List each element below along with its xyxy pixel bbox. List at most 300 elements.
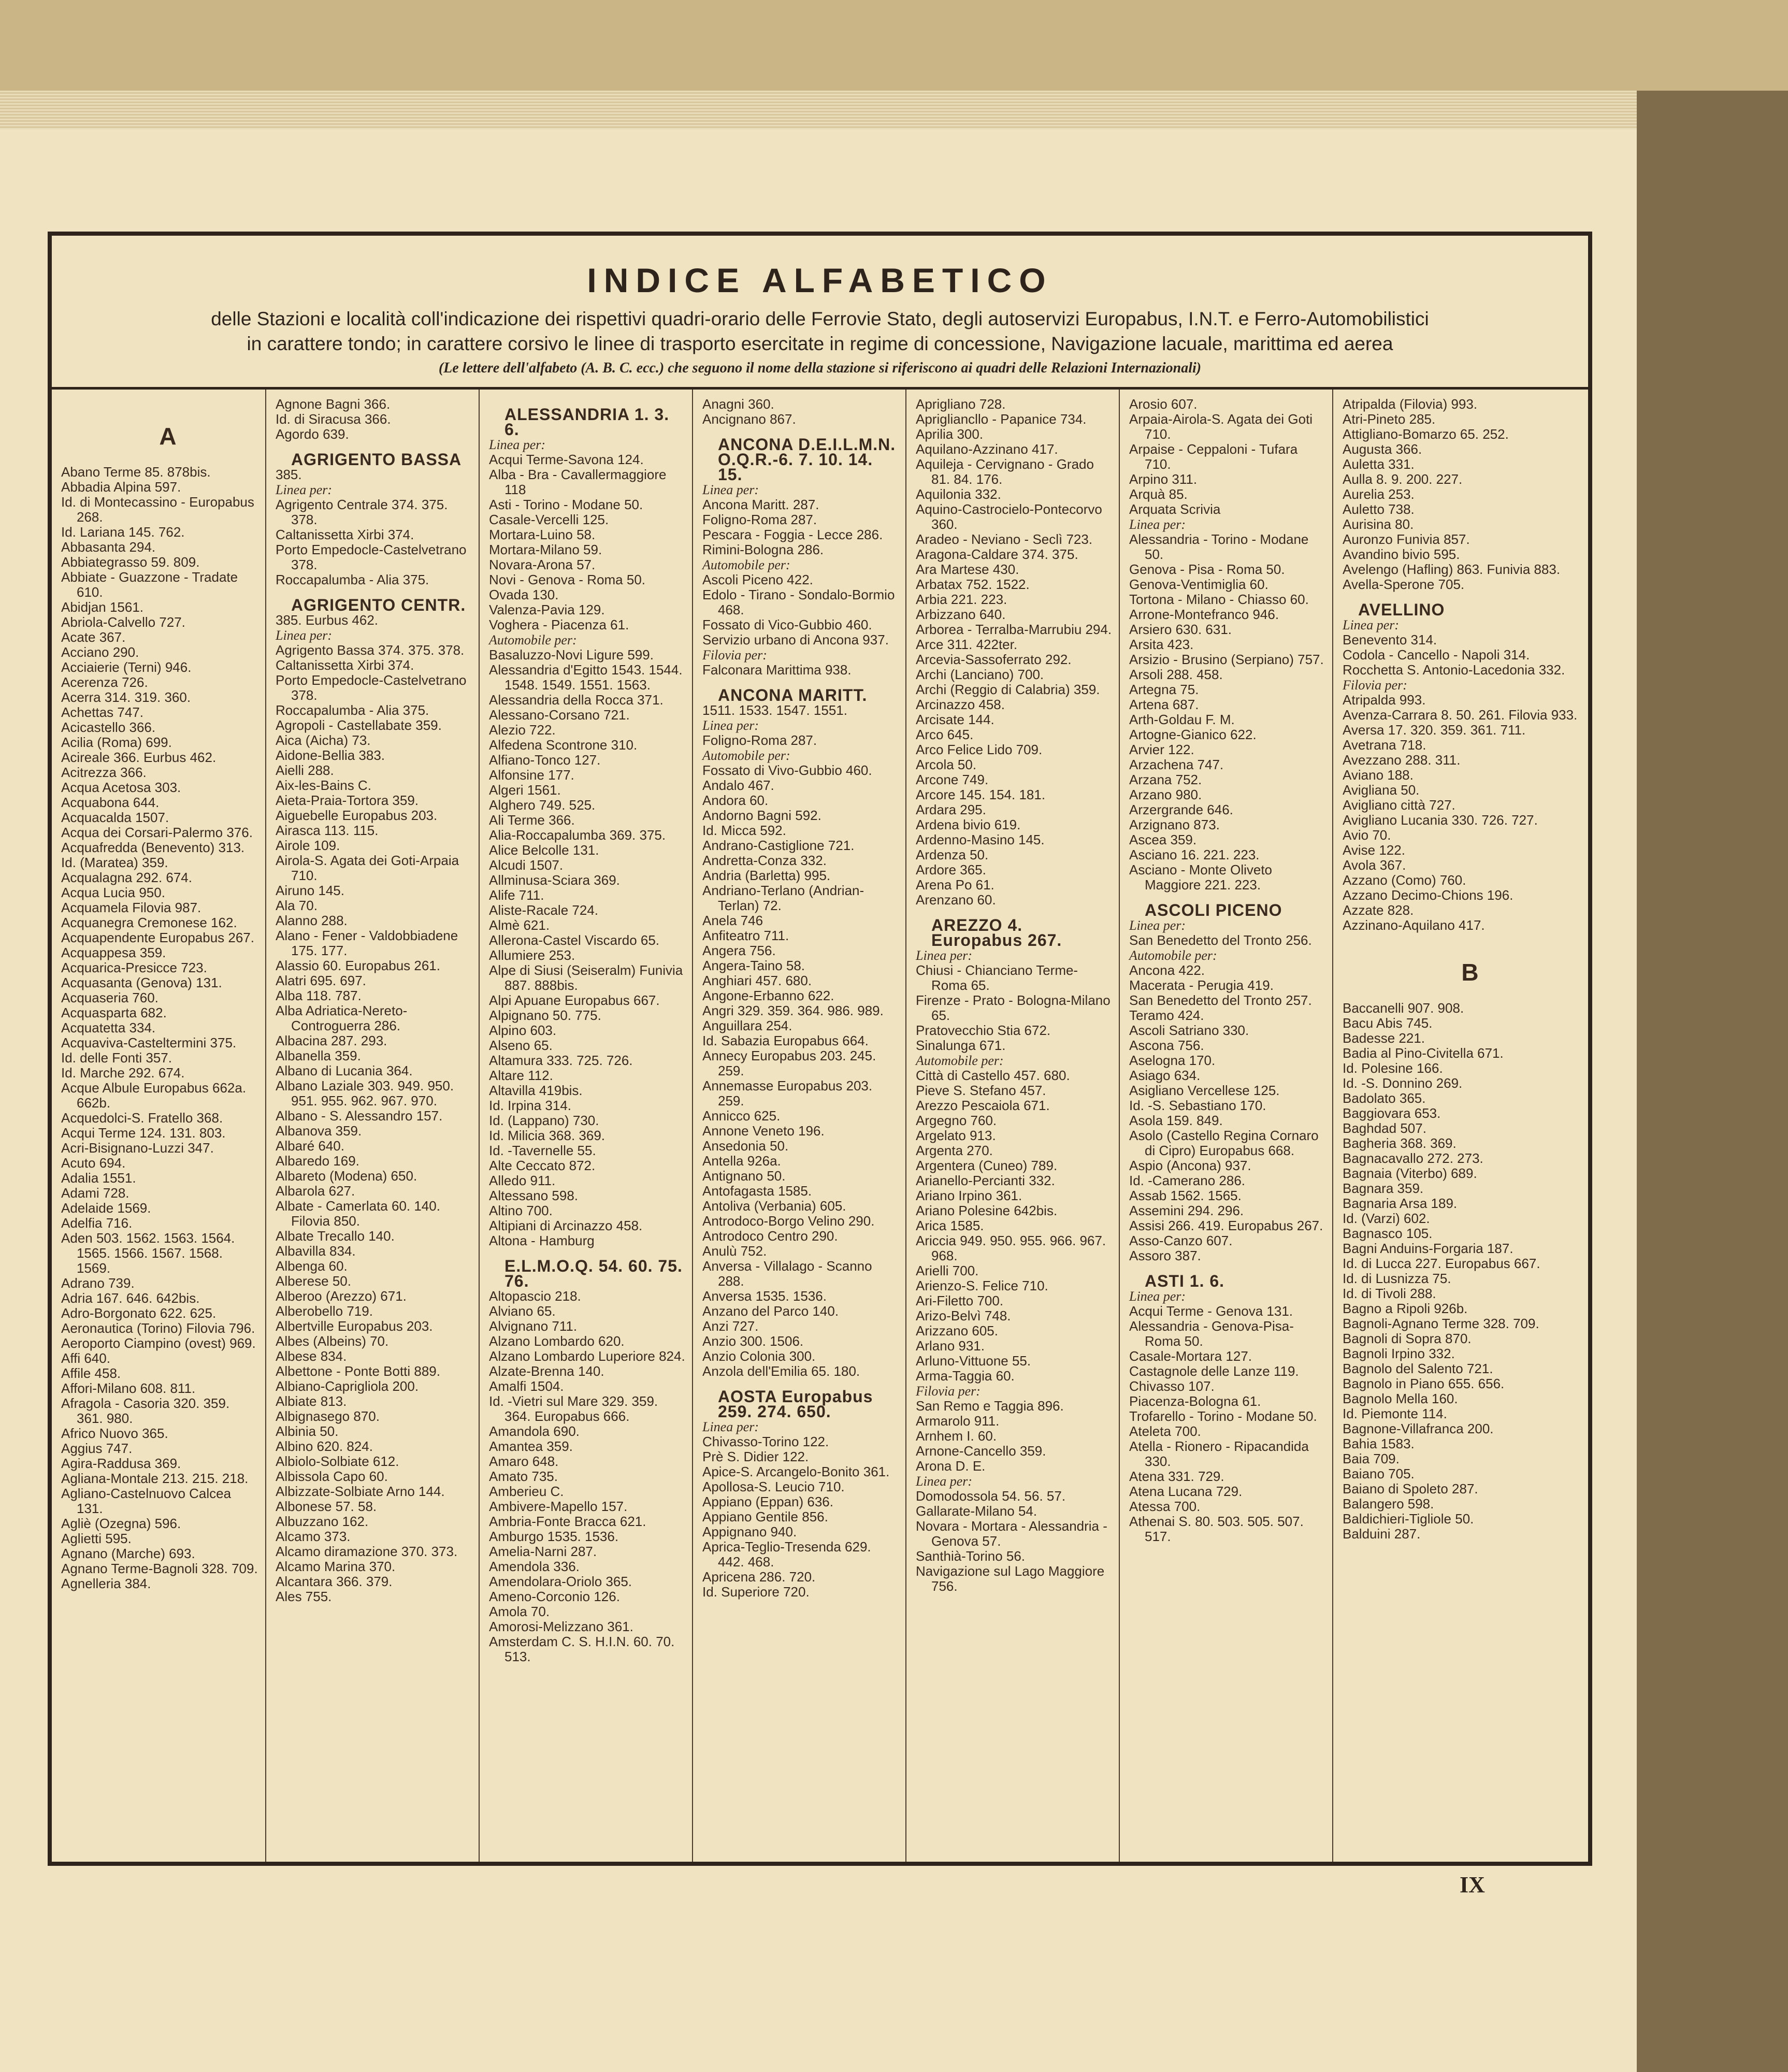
- index-entry: Aggius 747.: [61, 1441, 133, 1456]
- index-entry: Avigliano città 727.: [1343, 797, 1455, 813]
- index-entry: Ovada 130.: [489, 587, 559, 602]
- station-heading: AGRIGENTO CENTR.: [291, 596, 466, 614]
- index-entry: Acquarica-Presicce 723.: [61, 960, 207, 975]
- index-subheading: Linea per:: [1129, 517, 1186, 532]
- index-entry: Alzano Lombardo Luperiore 824.: [489, 1348, 685, 1364]
- index-entry: Angera-Taino 58.: [702, 958, 805, 973]
- index-entry: Annicco 625.: [702, 1108, 781, 1124]
- index-entry: Acquedolci-S. Fratello 368.: [61, 1110, 223, 1126]
- index-entry: Chivasso 107.: [1129, 1378, 1215, 1394]
- index-entry: Piacenza-Bologna 61.: [1129, 1393, 1261, 1409]
- index-entry: Bagheria 368. 369.: [1343, 1135, 1457, 1151]
- index-entry: Airuno 145.: [276, 883, 344, 898]
- index-entry: Bagnaia (Viterbo) 689.: [1343, 1166, 1477, 1181]
- index-entry: Codola - Cancello - Napoli 314.: [1343, 647, 1530, 663]
- index-entry: Avenza-Carrara 8. 50. 261. Filovia 933.: [1343, 707, 1578, 723]
- index-entry: Bagnolo del Salento 721.: [1343, 1361, 1493, 1376]
- index-entry: Albiate 813.: [276, 1393, 347, 1409]
- index-entry: Arezzo Pescaiola 671.: [916, 1098, 1050, 1113]
- index-entry: Arvier 122.: [1129, 742, 1194, 757]
- index-entry: Bagni Anduins-Forgaria 187.: [1343, 1241, 1513, 1256]
- index-entry: Arsiero 630. 631.: [1129, 622, 1232, 637]
- index-entry: Amelia-Narni 287.: [489, 1544, 597, 1559]
- index-entry: Arbizzano 640.: [916, 607, 1006, 622]
- index-entry: Rimini-Bologna 286.: [702, 542, 824, 557]
- index-entry: Alghero 749. 525.: [489, 797, 596, 813]
- index-entry: San Remo e Taggia 896.: [916, 1398, 1064, 1414]
- index-entry: Andretta-Conza 332.: [702, 853, 827, 868]
- index-entry: Badesse 221.: [1343, 1030, 1425, 1046]
- index-entry: Asigliano Vercellese 125.: [1129, 1083, 1280, 1098]
- index-entry: Bacu Abis 745.: [1343, 1015, 1433, 1031]
- index-entry: Ara Martese 430.: [916, 562, 1019, 577]
- index-entry: Bagnacavallo 272. 273.: [1343, 1150, 1483, 1166]
- index-entry: Arbia 221. 223.: [916, 592, 1007, 607]
- index-entry: Acquatetta 334.: [61, 1020, 156, 1035]
- index-entry: Avandino bivio 595.: [1343, 546, 1460, 562]
- index-entry: Id. Marche 292. 674.: [61, 1065, 185, 1081]
- index-entry: Alte Ceccato 872.: [489, 1158, 596, 1173]
- index-entry: Aprigliano 728.: [916, 396, 1006, 412]
- index-entry: Albanova 359.: [276, 1123, 362, 1139]
- index-entry: Id. (Varzi) 602.: [1343, 1211, 1430, 1226]
- index-entry: Albenga 60.: [276, 1258, 348, 1274]
- index-entry: 1511. 1533. 1547. 1551.: [702, 702, 847, 718]
- index-entry: Africo Nuovo 365.: [61, 1426, 168, 1441]
- index-entry: Andalo 467.: [702, 778, 774, 793]
- index-entry: Albertville Europabus 203.: [276, 1318, 433, 1334]
- index-subheading: Linea per:: [1343, 617, 1400, 632]
- index-entry: Agrigento Centrale 374. 375. 378.: [276, 497, 448, 527]
- index-entry: Balduini 287.: [1343, 1526, 1421, 1542]
- index-entry: Acquasparta 682.: [61, 1005, 167, 1020]
- index-entry: Genova - Pisa - Roma 50.: [1129, 562, 1285, 577]
- index-entry: Arsita 423.: [1129, 637, 1194, 652]
- index-entry: Acitrezza 366.: [61, 765, 147, 780]
- index-entry: Alassio 60. Europabus 261.: [276, 958, 440, 973]
- index-entry: Albes (Albeins) 70.: [276, 1333, 389, 1349]
- index-entry: Mortara-Luino 58.: [489, 527, 596, 542]
- index-entry: Albavilla 834.: [276, 1243, 356, 1259]
- index-entry: Albinia 50.: [276, 1423, 339, 1439]
- index-entry: Alfonsine 177.: [489, 767, 574, 783]
- index-entry: Amola 70.: [489, 1604, 550, 1619]
- index-subheading: Linea per:: [1129, 918, 1186, 933]
- index-entry: Badolato 365.: [1343, 1090, 1426, 1106]
- index-entry: Arnone-Cancello 359.: [916, 1443, 1046, 1459]
- index-entry: Ascea 359.: [1129, 832, 1197, 847]
- index-entry: Ariccia 949. 950. 955. 966. 967. 968.: [916, 1233, 1106, 1263]
- index-entry: Prè S. Didier 122.: [702, 1449, 809, 1464]
- index-entry: Castagnole delle Lanze 119.: [1129, 1363, 1299, 1379]
- index-entry: Acri-Bisignano-Luzzi 347.: [61, 1140, 214, 1156]
- index-entry: Avise 122.: [1343, 842, 1405, 858]
- index-entry: Baghdad 507.: [1343, 1120, 1426, 1136]
- index-entry: Aglietti 595.: [61, 1531, 132, 1546]
- index-entry: Porto Empedocle-Castelvetrano 378.: [276, 542, 467, 572]
- index-entry: Santhià-Torino 56.: [916, 1548, 1026, 1564]
- index-entry: Aiguebelle Europabus 203.: [276, 808, 438, 823]
- index-entry: Appignano 940.: [702, 1524, 797, 1539]
- index-entry: Annemasse Europabus 203. 259.: [702, 1078, 873, 1109]
- index-entry: Arsizio - Brusino (Serpiano) 757.: [1129, 652, 1324, 667]
- station-heading: AVELLINO: [1358, 600, 1445, 619]
- index-entry: Ambivere-Mapello 157.: [489, 1499, 628, 1514]
- index-entry: Assoro 387.: [1129, 1248, 1201, 1263]
- index-entry: Aeronautica (Torino) Filovia 796.: [61, 1320, 255, 1336]
- index-entry: Anfiteatro 711.: [702, 928, 789, 943]
- index-entry: Auletto 738.: [1343, 501, 1415, 517]
- index-entry: Id. Micca 592.: [702, 823, 786, 838]
- index-entry: Arcisate 144.: [916, 712, 994, 727]
- index-entry: Alpino 603.: [489, 1023, 557, 1038]
- index-columns: [52, 390, 1588, 1862]
- index-entry: Bagnasco 105.: [1343, 1226, 1433, 1241]
- index-entry: Ascoli Satriano 330.: [1129, 1023, 1249, 1038]
- index-entry: Achettas 747.: [61, 704, 143, 720]
- index-entry: Asciano 16. 221. 223.: [1129, 847, 1260, 862]
- index-entry: Alanno 288.: [276, 913, 348, 928]
- index-column-3: [479, 390, 692, 1862]
- index-entry: Arena Po 61.: [916, 877, 994, 893]
- index-entry: Ardenza 50.: [916, 847, 989, 862]
- index-entry: Arquata Scrivia: [1129, 501, 1221, 517]
- subtitle-note: (Le lettere dell'alfabeto (A. B. C. ecc.) che seguono il nome della stazione si riferiscono ai quadri delle Relazioni Internazionali): [438, 360, 1202, 376]
- index-entry: Alessandria - Genova-Pisa-Roma 50.: [1129, 1318, 1294, 1349]
- index-entry: Arzano 980.: [1129, 787, 1202, 802]
- index-entry: Avigliano Lucania 330. 726. 727.: [1343, 812, 1538, 828]
- index-entry: Id. Piemonte 114.: [1343, 1406, 1447, 1421]
- index-entry: Roccapalumba - Alia 375.: [276, 702, 429, 718]
- index-entry: Amato 735.: [489, 1469, 558, 1484]
- index-entry: Id. di Montecassino - Europabus 268.: [61, 494, 254, 525]
- index-entry: Albano Laziale 303. 949. 950. 951. 955. 962. 967. 970.: [276, 1078, 454, 1109]
- index-entry: Alzate-Brenna 140.: [489, 1363, 604, 1379]
- index-entry: Alba Adriatica-Nereto-Controguerra 286.: [276, 1003, 408, 1033]
- index-entry: Acqui Terme - Genova 131.: [1129, 1303, 1293, 1319]
- index-entry: Alessandria della Rocca 371.: [489, 692, 664, 708]
- index-entry: Alessano-Corsano 721.: [489, 707, 630, 723]
- index-entry: Arielli 700.: [916, 1263, 979, 1278]
- index-entry: Artegna 75.: [1129, 682, 1199, 697]
- index-entry: Alberoo (Arezzo) 671.: [276, 1288, 407, 1304]
- index-entry: Altipiani di Arcinazzo 458.: [489, 1218, 643, 1233]
- index-entry: Ali Terme 366.: [489, 812, 575, 828]
- index-entry: Abidjan 1561.: [61, 599, 144, 615]
- index-entry: Arborea - Terralba-Marrubiu 294.: [916, 622, 1112, 637]
- index-entry: Id. di Tivoli 288.: [1343, 1286, 1436, 1301]
- index-entry: Annecy Europabus 203. 245. 259.: [702, 1048, 876, 1078]
- index-frame: [48, 232, 1592, 1866]
- index-entry: Agnelleria 384.: [61, 1576, 151, 1591]
- index-entry: Aversa 17. 320. 359. 361. 711.: [1343, 722, 1526, 738]
- index-entry: Ardena bivio 619.: [916, 817, 1021, 832]
- index-entry: Athenai S. 80. 503. 505. 507. 517.: [1129, 1514, 1304, 1544]
- station-heading: ANCONA MARITT.: [718, 686, 868, 704]
- index-column-2: [265, 390, 479, 1862]
- index-entry: Arenzano 60.: [916, 892, 996, 908]
- index-entry: Azzano Decimo-Chions 196.: [1343, 887, 1513, 903]
- index-entry: Affi 640.: [61, 1350, 110, 1366]
- index-entry: Amalfi 1504.: [489, 1378, 564, 1394]
- index-entry: Atri-Pineto 285.: [1343, 411, 1436, 427]
- index-subheading: Automobile per:: [702, 748, 790, 763]
- index-entry: Afragola - Casoria 320. 359. 361. 980.: [61, 1395, 230, 1426]
- index-entry: Aica (Aicha) 73.: [276, 732, 371, 748]
- index-subheading: Linea per:: [702, 718, 759, 733]
- index-entry: Novara-Arona 57.: [489, 557, 596, 572]
- index-entry: Acquacalda 1507.: [61, 810, 169, 825]
- index-entry: Abano Terme 85. 878bis.: [61, 464, 211, 480]
- index-entry: Asola 159. 849.: [1129, 1113, 1223, 1128]
- index-subheading: Filovia per:: [1343, 678, 1407, 693]
- index-entry: Arzergrande 646.: [1129, 802, 1233, 817]
- index-entry: Aprigliancllo - Papanice 734.: [916, 411, 1087, 427]
- index-entry: Alessandria d'Egitto 1543. 1544. 1548. 1549. 1551. 1563.: [489, 662, 683, 693]
- index-entry: Bagnolo in Piano 655. 656.: [1343, 1376, 1505, 1391]
- index-entry: Alpi Apuane Europabus 667.: [489, 992, 660, 1008]
- page-shadow: [1637, 91, 1788, 2072]
- index-entry: Id. (Lappano) 730.: [489, 1113, 599, 1128]
- index-entry: Baiano di Spoleto 287.: [1343, 1481, 1478, 1497]
- index-entry: Arica 1585.: [916, 1218, 984, 1233]
- index-entry: Acerenza 726.: [61, 674, 148, 690]
- index-entry: Albaré 640.: [276, 1138, 344, 1154]
- index-entry: Pescara - Foggia - Lecce 286.: [702, 527, 883, 542]
- index-entry: Id. -Camerano 286.: [1129, 1173, 1246, 1188]
- index-entry: Archi (Reggio di Calabria) 359.: [916, 682, 1100, 697]
- station-heading: AOSTA Europabus 259. 274. 650.: [718, 1387, 873, 1421]
- index-entry: Alpignano 50. 775.: [489, 1008, 601, 1023]
- index-entry: Sinalunga 671.: [916, 1038, 1006, 1053]
- index-entry: Ateleta 700.: [1129, 1423, 1201, 1439]
- index-entry: Firenze - Prato - Bologna-Milano 65.: [916, 992, 1111, 1023]
- index-subheading: Filovia per:: [702, 648, 767, 663]
- index-entry: Arzana 752.: [1129, 772, 1202, 787]
- index-entry: Atripalda (Filovia) 993.: [1343, 396, 1478, 412]
- index-entry: Acquabona 644.: [61, 795, 160, 810]
- index-entry: Andorno Bagni 592.: [702, 808, 821, 823]
- index-entry: Adelfia 716.: [61, 1215, 133, 1231]
- index-entry: Ari-Filetto 700.: [916, 1293, 1004, 1308]
- index-entry: Albettone - Ponte Botti 889.: [276, 1363, 440, 1379]
- index-entry: Aspio (Ancona) 937.: [1129, 1158, 1251, 1173]
- index-entry: Acciano 290.: [61, 644, 139, 660]
- index-entry: Arizo-Belvì 748.: [916, 1308, 1011, 1323]
- index-entry: Albino 620. 824.: [276, 1438, 373, 1454]
- index-entry: Arosio 607.: [1129, 396, 1198, 412]
- index-entry: Aurisina 80.: [1343, 516, 1414, 532]
- index-entry: Alba 118. 787.: [276, 988, 362, 1003]
- index-entry: Alledo 911.: [489, 1173, 556, 1188]
- index-entry: Ancona Maritt. 287.: [702, 497, 819, 512]
- index-entry: Bagnolo Mella 160.: [1343, 1391, 1458, 1406]
- index-entry: Acqui Terme-Savona 124.: [489, 452, 644, 467]
- index-entry: Ariano Irpino 361.: [916, 1188, 1022, 1203]
- index-entry: Caltanissetta Xirbi 374.: [276, 657, 414, 673]
- index-column-6: [1119, 390, 1332, 1862]
- index-entry: Agnano Terme-Bagnoli 328. 709.: [61, 1561, 258, 1576]
- station-heading: ASCOLI PICENO: [1145, 901, 1282, 919]
- index-entry: Arsoli 288. 458.: [1129, 667, 1223, 682]
- index-entry: Anulù 752.: [702, 1243, 767, 1259]
- index-entry: Rocchetta S. Antonio-Lacedonia 332.: [1343, 662, 1565, 678]
- index-entry: Abbiate - Guazzone - Tradate 610.: [61, 569, 238, 600]
- index-entry: Asolo (Castello Regina Cornaro di Cipro) Europabus 668.: [1129, 1128, 1319, 1158]
- index-entry: Amendola 336.: [489, 1559, 580, 1574]
- index-entry: Albese 834.: [276, 1348, 347, 1364]
- index-entry: Id. Sabazia Europabus 664.: [702, 1033, 869, 1048]
- index-column-5: [905, 390, 1119, 1862]
- index-entry: Anzio 300. 1506.: [702, 1333, 804, 1349]
- index-entry: Arco 645.: [916, 727, 974, 742]
- index-subheading: Automobile per:: [702, 557, 790, 572]
- index-entry: Amburgo 1535. 1536.: [489, 1529, 619, 1544]
- index-entry: Angri 329. 359. 364. 986. 989.: [702, 1003, 884, 1018]
- index-entry: Foligno-Roma 287.: [702, 512, 817, 527]
- index-entry: Aielli 288.: [276, 762, 334, 778]
- index-entry: Teramo 424.: [1129, 1008, 1204, 1023]
- index-entry: Arquà 85.: [1129, 486, 1188, 502]
- index-entry: Arpino 311.: [1129, 471, 1198, 487]
- index-entry: Arth-Goldau F. M.: [1129, 712, 1235, 727]
- index-subheading: Automobile per:: [1129, 948, 1217, 963]
- index-entry: Edolo - Tirano - Sondalo-Bormio 468.: [702, 587, 895, 617]
- index-entry: Id. -S. Sebastiano 170.: [1129, 1098, 1266, 1113]
- index-entry: Id. -Vietri sul Mare 329. 359. 364. Europabus 666.: [489, 1393, 658, 1424]
- index-subheading: Linea per:: [916, 948, 973, 963]
- index-entry: Argegno 760.: [916, 1113, 997, 1128]
- index-entry: Casale-Vercelli 125.: [489, 512, 609, 527]
- index-entry: Alcamo Marina 370.: [276, 1559, 396, 1574]
- index-entry: Id. Superiore 720.: [702, 1584, 810, 1600]
- index-entry: Amorosi-Melizzano 361.: [489, 1619, 633, 1634]
- index-entry: Amaro 648.: [489, 1454, 559, 1469]
- index-entry: Agordo 639.: [276, 426, 349, 442]
- index-entry: Aradeo - Neviano - Seclì 723.: [916, 531, 1093, 547]
- index-entry: Acquanegra Cremonese 162.: [61, 915, 237, 930]
- index-entry: Adrano 739.: [61, 1275, 135, 1291]
- index-entry: Casale-Mortara 127.: [1129, 1348, 1252, 1364]
- index-entry: Anzola dell'Emilia 65. 180.: [702, 1363, 860, 1379]
- station-heading: ALESSANDRIA 1. 3. 6.: [504, 405, 670, 439]
- index-entry: Id. -Tavernelle 55.: [489, 1143, 596, 1158]
- index-entry: Aquilonia 332.: [916, 486, 1001, 502]
- index-entry: Ales 755.: [276, 1589, 332, 1604]
- index-entry: Albiano-Caprigliola 200.: [276, 1378, 419, 1394]
- index-entry: Alife 711.: [489, 887, 544, 903]
- index-entry: Alfedena Scontrone 310.: [489, 737, 638, 753]
- index-entry: Asciano - Monte Oliveto Maggiore 221. 223.: [1129, 862, 1273, 893]
- index-entry: Arbatax 752. 1522.: [916, 577, 1030, 592]
- index-entry: Ancignano 867.: [702, 411, 796, 427]
- index-entry: Acqualagna 292. 674.: [61, 870, 192, 885]
- index-entry: Acquaviva-Casteltermini 375.: [61, 1035, 237, 1051]
- index-entry: Antignano 50.: [702, 1168, 786, 1184]
- index-entry: Adalia 1551.: [61, 1170, 136, 1186]
- index-entry: Agrigento Bassa 374. 375. 378.: [276, 642, 465, 658]
- index-entry: Azzano (Como) 760.: [1343, 872, 1466, 888]
- index-entry: Acqua Lucia 950.: [61, 885, 165, 900]
- index-entry: Ardara 295.: [916, 802, 986, 817]
- index-subheading: Linea per:: [1129, 1289, 1186, 1304]
- index-entry: Assab 1562. 1565.: [1129, 1188, 1242, 1203]
- index-entry: Abbadia Alpina 597.: [61, 479, 181, 495]
- index-entry: Albiolo-Solbiate 612.: [276, 1454, 399, 1469]
- index-entry: Id. (Maratea) 359.: [61, 855, 168, 870]
- index-entry: Appiano (Eppan) 636.: [702, 1494, 833, 1509]
- index-entry: Anzi 727.: [702, 1318, 759, 1334]
- index-entry: Antrodoco-Borgo Velino 290.: [702, 1213, 875, 1229]
- index-entry: Domodossola 54. 56. 57.: [916, 1488, 1066, 1504]
- index-entry: Fossato di Vivo-Gubbio 460.: [702, 762, 872, 778]
- index-entry: Alfiano-Tonco 127.: [489, 752, 601, 768]
- index-entry: Arizzano 605.: [916, 1323, 998, 1339]
- index-entry: Id. di Lusnizza 75.: [1343, 1271, 1451, 1286]
- index-entry: Acquasanta (Genova) 131.: [61, 975, 222, 990]
- index-entry: Chivasso-Torino 122.: [702, 1434, 829, 1449]
- index-entry: Alcamo diramazione 370. 373.: [276, 1544, 458, 1559]
- index-entry: Artena 687.: [1129, 697, 1199, 712]
- index-entry: Id. Lariana 145. 762.: [61, 524, 185, 540]
- index-entry: Id. di Lucca 227. Europabus 667.: [1343, 1256, 1540, 1271]
- index-entry: Asti - Torino - Modane 50.: [489, 497, 643, 512]
- index-entry: Affori-Milano 608. 811.: [61, 1380, 196, 1396]
- index-entry: Alberese 50.: [276, 1273, 351, 1289]
- index-entry: Aquileja - Cervignano - Grado 81. 84. 176.: [916, 456, 1094, 487]
- index-entry: 385.: [276, 467, 302, 482]
- index-entry: Aurelia 253.: [1343, 486, 1415, 502]
- index-entry: Bagnoli Irpino 332.: [1343, 1346, 1455, 1361]
- index-entry: Benevento 314.: [1343, 632, 1437, 648]
- index-entry: Aviano 188.: [1343, 767, 1414, 783]
- index-entry: Avigliana 50.: [1343, 782, 1420, 798]
- index-entry: Albate Trecallo 140.: [276, 1228, 395, 1244]
- index-entry: Albonese 57. 58.: [276, 1499, 377, 1514]
- index-entry: Arcone 749.: [916, 772, 989, 787]
- index-entry: Auletta 331.: [1343, 456, 1415, 472]
- index-entry: Anversa - Villalago - Scanno 288.: [702, 1258, 872, 1289]
- index-entry: Arluno-Vittuone 55.: [916, 1353, 1031, 1369]
- index-entry: Anzio Colonia 300.: [702, 1348, 816, 1364]
- index-entry: Acquappesa 359.: [61, 945, 166, 960]
- index-entry: Ascoli Piceno 422.: [702, 572, 813, 587]
- index-entry: Allumiere 253.: [489, 947, 575, 963]
- index-entry: Ancona 422.: [1129, 962, 1205, 978]
- index-entry: Appiano Gentile 856.: [702, 1509, 828, 1524]
- index-entry: Adelaide 1569.: [61, 1200, 151, 1216]
- index-entry: Arpaise - Ceppaloni - Tufara 710.: [1129, 441, 1298, 472]
- index-entry: Airole 109.: [276, 838, 340, 853]
- index-entry: Acquaseria 760.: [61, 990, 158, 1005]
- index-entry: Albuzzano 162.: [276, 1514, 369, 1529]
- index-entry: Auronzo Funivia 857.: [1343, 531, 1470, 547]
- index-entry: Atena Lucana 729.: [1129, 1484, 1243, 1499]
- index-entry: Acuto 694.: [61, 1155, 126, 1171]
- index-entry: Aquilano-Azzinano 417.: [916, 441, 1058, 457]
- index-subheading: Filovia per:: [916, 1384, 980, 1399]
- index-entry: Allerona-Castel Viscardo 65.: [489, 932, 660, 948]
- index-entry: Armarolo 911.: [916, 1413, 1000, 1429]
- index-entry: Novara - Mortara - Alessandria - Genova 57.: [916, 1518, 1107, 1549]
- index-entry: Aix-les-Bains C.: [276, 778, 371, 793]
- index-entry: Tortona - Milano - Chiasso 60.: [1129, 592, 1309, 607]
- index-subheading: Automobile per:: [489, 632, 577, 648]
- index-entry: Id. di Siracusa 366.: [276, 411, 391, 427]
- index-entry: Alviano 65.: [489, 1303, 556, 1319]
- index-entry: Alseno 65.: [489, 1038, 553, 1053]
- index-entry: Bagnara 359.: [1343, 1181, 1424, 1196]
